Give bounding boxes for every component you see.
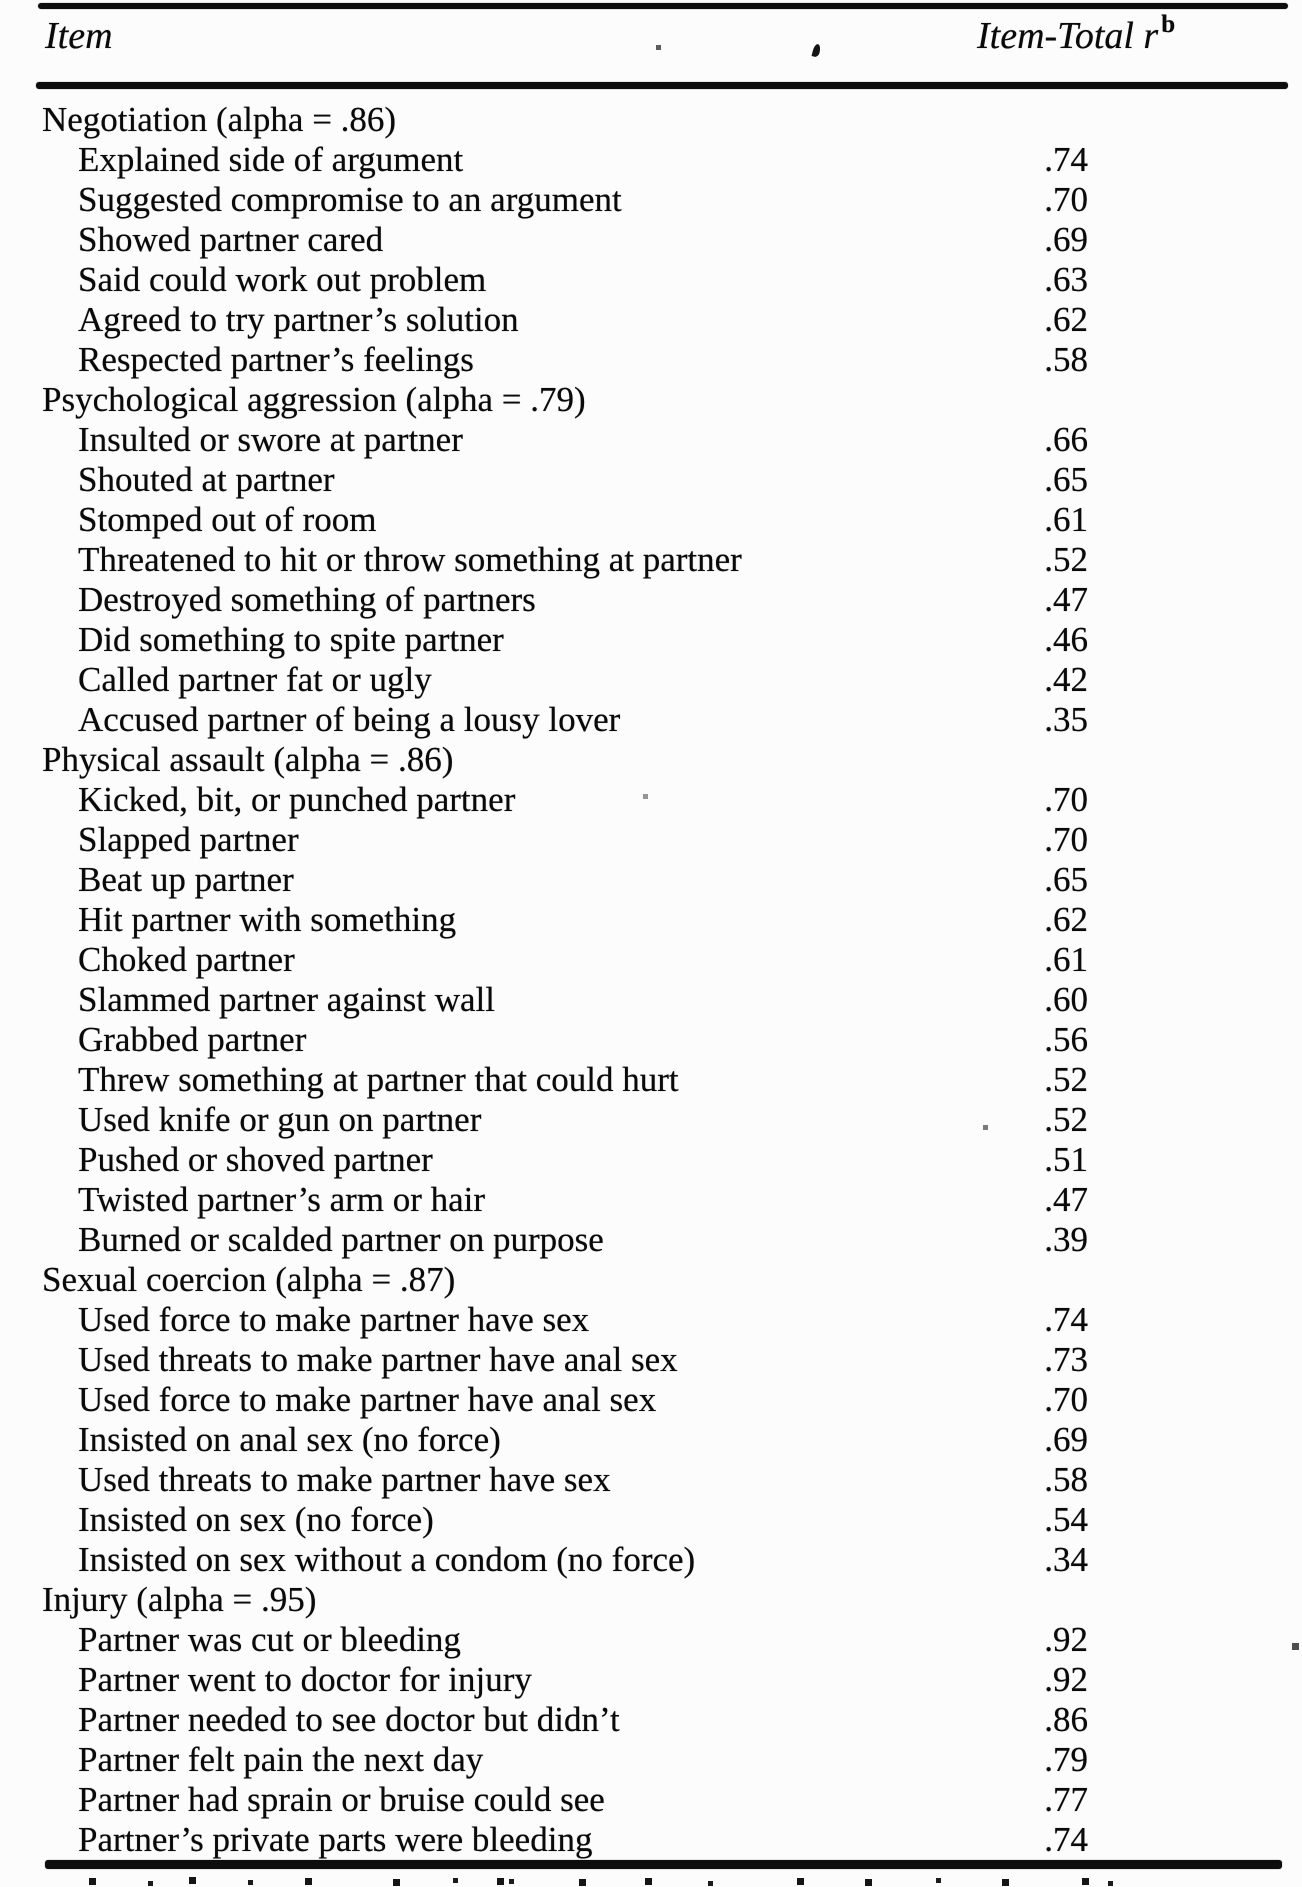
item-label: Explained side of argument	[78, 140, 464, 179]
item-total-r-value: .58	[1044, 340, 1088, 379]
item-total-r-value: .74	[1044, 1300, 1088, 1339]
item-total-r-value: .61	[1044, 500, 1088, 539]
table-row	[0, 260, 1302, 300]
item-total-r-value: .42	[1044, 660, 1088, 699]
item-label: Used threats to make partner have sex	[78, 1460, 611, 1499]
item-total-r-value: .56	[1044, 1020, 1088, 1059]
table-row	[0, 500, 1302, 540]
item-total-r-value: .69	[1044, 220, 1088, 259]
clipped-footnote-fragment	[0, 1877, 1, 1878]
table-row	[0, 1020, 1302, 1060]
item-total-r-value: .86	[1044, 1700, 1088, 1739]
table-row	[0, 540, 1302, 580]
item-label: Insulted or swore at partner	[78, 420, 463, 459]
item-total-r-value: .63	[1044, 260, 1088, 299]
table-row	[0, 1140, 1302, 1180]
table-header-rule	[36, 82, 1288, 89]
table-row	[0, 1180, 1302, 1220]
item-total-r-value: .52	[1044, 1100, 1088, 1139]
table-top-rule	[38, 3, 1288, 9]
footnote-marker-b: b	[1161, 11, 1176, 38]
table-row	[0, 220, 1302, 260]
item-label: Partner felt pain the next day	[78, 1740, 484, 1779]
item-label: Partner’s private parts were bleeding	[78, 1820, 593, 1859]
scan-noise-comma-speck	[812, 43, 822, 57]
table-row	[0, 1420, 1302, 1460]
table-row	[0, 460, 1302, 500]
table-row	[0, 1700, 1302, 1740]
table-row	[0, 980, 1302, 1020]
item-label: Accused partner of being a lousy lover	[78, 700, 621, 739]
item-total-r-value: .58	[1044, 1460, 1088, 1499]
table-row	[0, 1060, 1302, 1100]
item-total-r-value: .62	[1044, 900, 1088, 939]
item-total-r-value: .70	[1044, 780, 1088, 819]
table-row	[0, 1660, 1302, 1700]
item-total-r-value: .92	[1044, 1620, 1088, 1659]
item-total-r-value: .74	[1044, 140, 1088, 179]
item-total-r-value: .70	[1044, 1380, 1088, 1419]
item-label: Agreed to try partner’s solution	[78, 300, 519, 339]
table-row	[0, 140, 1302, 180]
section-header: Sexual coercion (alpha = .87)	[42, 1260, 456, 1299]
item-label: Choked partner	[78, 940, 295, 979]
table-bottom-rule	[45, 1860, 1282, 1869]
item-total-r-value: .51	[1044, 1140, 1088, 1179]
item-label: Shouted at partner	[78, 460, 335, 499]
item-label: Slapped partner	[78, 820, 299, 859]
section-header: Injury (alpha = .95)	[42, 1580, 317, 1619]
item-total-r-value: .61	[1044, 940, 1088, 979]
table-row	[0, 820, 1302, 860]
table-row	[0, 900, 1302, 940]
item-label: Hit partner with something	[78, 900, 457, 939]
item-label: Insisted on anal sex (no force)	[78, 1420, 501, 1459]
table-row	[0, 420, 1302, 460]
item-label: Partner had sprain or bruise could see	[78, 1780, 605, 1819]
table-row	[0, 1300, 1302, 1340]
table-row	[0, 1820, 1302, 1860]
table-row	[0, 1220, 1302, 1260]
table-row	[0, 1340, 1302, 1380]
table-row	[0, 700, 1302, 740]
section-header: Negotiation (alpha = .86)	[42, 100, 397, 139]
item-label: Called partner fat or ugly	[78, 660, 432, 699]
table-body	[0, 100, 1302, 1860]
table-row	[0, 860, 1302, 900]
table-row	[0, 1460, 1302, 1500]
table-row	[0, 300, 1302, 340]
item-label: Suggested compromise to an argument	[78, 180, 622, 219]
item-total-r-value: .70	[1044, 820, 1088, 859]
section-header: Psychological aggression (alpha = .79)	[42, 380, 586, 419]
item-label: Twisted partner’s arm or hair	[78, 1180, 486, 1219]
item-label: Used knife or gun on partner	[78, 1100, 482, 1139]
item-label: Used force to make partner have anal sex	[78, 1380, 657, 1419]
item-label: Showed partner cared	[78, 220, 384, 259]
item-label: Partner went to doctor for injury	[78, 1660, 532, 1699]
item-label: Did something to spite partner	[78, 620, 504, 659]
item-total-r-value: .47	[1044, 1180, 1088, 1219]
item-total-r-value: .47	[1044, 580, 1088, 619]
item-label: Used force to make partner have sex	[78, 1300, 590, 1339]
item-total-r-value: .65	[1044, 860, 1088, 899]
section-header: Physical assault (alpha = .86)	[42, 740, 454, 779]
item-total-r-value: .35	[1044, 700, 1088, 739]
item-total-r-value: .39	[1044, 1220, 1088, 1259]
item-label: Stomped out of room	[78, 500, 377, 539]
column-header-item-total-r-label: Item-Total r	[977, 15, 1159, 57]
table-row	[0, 340, 1302, 380]
item-total-r-value: .54	[1044, 1500, 1088, 1539]
item-label: Partner was cut or bleeding	[78, 1620, 461, 1659]
item-label: Grabbed partner	[78, 1020, 307, 1059]
item-total-r-value: .34	[1044, 1540, 1088, 1579]
table-row	[0, 1540, 1302, 1580]
item-label: Pushed or shoved partner	[78, 1140, 433, 1179]
item-label: Insisted on sex (no force)	[78, 1500, 434, 1539]
item-label: Burned or scalded partner on purpose	[78, 1220, 604, 1259]
column-header-item-total-r	[977, 11, 1176, 63]
item-total-r-value: .66	[1044, 420, 1088, 459]
item-label: Threatened to hit or throw something at partner	[78, 540, 742, 579]
item-total-r-value: .70	[1044, 180, 1088, 219]
item-total-r-value: .74	[1044, 1820, 1088, 1859]
item-total-r-value: .62	[1044, 300, 1088, 339]
item-total-r-value: .52	[1044, 1060, 1088, 1099]
table-row	[0, 580, 1302, 620]
item-total-r-value: .92	[1044, 1660, 1088, 1699]
table-row	[0, 660, 1302, 700]
item-total-r-value: .73	[1044, 1340, 1088, 1379]
table-row	[0, 1500, 1302, 1540]
item-label: Destroyed something of partners	[78, 580, 536, 619]
table-row	[0, 1620, 1302, 1660]
item-total-r-value: .77	[1044, 1780, 1088, 1819]
table-row	[0, 1740, 1302, 1780]
table-row	[0, 780, 1302, 820]
scan-noise-specks	[0, 0, 1, 1]
table-row	[0, 1380, 1302, 1420]
item-label: Kicked, bit, or punched partner	[78, 780, 516, 819]
table-row	[0, 180, 1302, 220]
column-header-item: Item	[45, 15, 113, 57]
item-total-r-value: .79	[1044, 1740, 1088, 1779]
item-total-r-value: .46	[1044, 620, 1088, 659]
table-row	[0, 620, 1302, 660]
item-total-r-value: .65	[1044, 460, 1088, 499]
item-label: Slammed partner against wall	[78, 980, 495, 1019]
table-row	[0, 1780, 1302, 1820]
item-label: Threw something at partner that could hurt	[78, 1060, 679, 1099]
table-row	[0, 940, 1302, 980]
table-row	[0, 1100, 1302, 1140]
item-total-r-value: .60	[1044, 980, 1088, 1019]
item-label: Respected partner’s feelings	[78, 340, 474, 379]
item-label: Said could work out problem	[78, 260, 487, 299]
item-label: Beat up partner	[78, 860, 294, 899]
item-label: Used threats to make partner have anal sex	[78, 1340, 678, 1379]
item-total-r-value: .69	[1044, 1420, 1088, 1459]
item-total-r-value: .52	[1044, 540, 1088, 579]
item-label: Insisted on sex without a condom (no force)	[78, 1540, 696, 1579]
item-label: Partner needed to see doctor but didn’t	[78, 1700, 620, 1739]
